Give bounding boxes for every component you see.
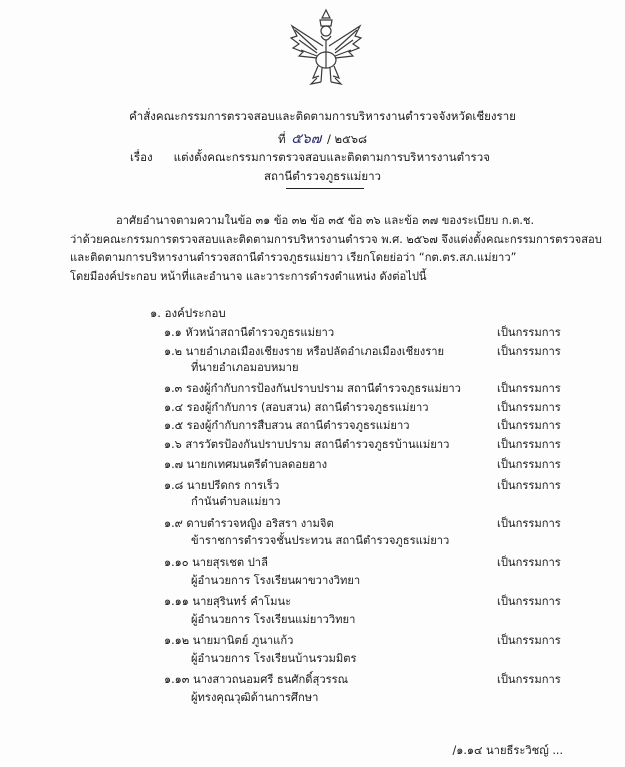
member-item: ๑.๗ นายกเทศมนตรีตำบลดอยฮาง xyxy=(164,458,328,471)
order-number-handwritten: ๕๖๗ xyxy=(291,131,322,147)
order-subject xyxy=(130,149,550,167)
subject-line-2: สถานีตำรวจภูธรแม่ยาว xyxy=(263,169,382,183)
member-subtitle: ที่นายอำเภอมอบหมาย xyxy=(191,361,299,374)
member-role: เป็นกรรมการ xyxy=(497,401,561,414)
member-item: ๑.๑๓ นางสาวถนอมศรี ธนศักดิ์สุวรรณ xyxy=(164,673,349,686)
member-role: เป็นกรรมการ xyxy=(497,438,561,451)
member-role: เป็นกรรมการ xyxy=(497,382,561,395)
member-item: ๑.๙ ดาบตำรวจหญิง อริสรา งามจิต xyxy=(164,517,334,530)
preamble-line: อาศัยอำนาจตามความในข้อ ๓๑ ข้อ ๓๒ ข้อ ๓๕ ข้อ ๓๖ และข้อ ๓๗ ของระเบียบ ก.ต.ช. xyxy=(116,214,535,227)
member-item: ๑.๕ รองผู้กำกับการสืบสวน สถานีตำรวจภูธรแม่ยาว xyxy=(164,419,410,432)
subject-label: เรื่อง xyxy=(130,150,153,164)
member-role: เป็นกรรมการ xyxy=(497,517,561,530)
member-item: ๑.๔ รองผู้กำกับการ (สอบสวน) สถานีตำรวจภูธรแม่ยาว xyxy=(164,401,429,414)
member-subtitle: ผู้ทรงคุณวุฒิด้านการศึกษา xyxy=(191,691,319,704)
member-role: เป็นกรรมการ xyxy=(497,634,561,647)
member-subtitle: ข้าราชการตำรวจชั้นประทวน สถานีตำรวจภูธรแม่ยาว xyxy=(191,534,450,547)
member-subtitle: ผู้อำนวยการ โรงเรียนแม่ยาววิทยา xyxy=(191,613,356,626)
member-item: ๑.๑๒ นายมานิตย์ ภูนาแก้ว xyxy=(164,634,294,647)
garuda-emblem-icon xyxy=(287,6,365,92)
member-item: ๑.๘ นายปรีดกร การเร็ว xyxy=(164,479,280,492)
member-item: ๑.๓ รองผู้กำกับการป้องกันปราบปราม สถานีตำรวจภูธรแม่ยาว xyxy=(164,382,461,395)
member-subtitle: ผู้อำนวยการ โรงเรียนบ้านรวมมิตร xyxy=(191,652,357,665)
continued-marker: /๑.๑๔ นายธีระวิชญ์ ... xyxy=(452,744,563,757)
member-role: เป็นกรรมการ xyxy=(497,419,561,432)
member-role: เป็นกรรมการ xyxy=(497,458,561,471)
member-item: ๑.๑๐ นายสุรเชต ปาลี xyxy=(164,556,268,569)
member-item: ๑.๑ หัวหน้าสถานีตำรวจภูธรแม่ยาว xyxy=(164,326,335,339)
member-item: ๑.๒ นายอำเภอเมืองเชียงราย หรือปลัดอำเภอเมืองเชียงราย xyxy=(164,345,445,358)
member-subtitle: ผู้อำนวยการ โรงเรียนผาขวางวิทยา xyxy=(191,574,361,587)
preamble-line: และติดตามการบริหารงานตำรวจสถานีตำรวจภูธรแม่ยาว เรียกโดยย่อว่า “กต.ตร.สภ.แม่ยาว” xyxy=(70,251,517,264)
member-role: เป็นกรรมการ xyxy=(497,673,561,686)
member-role: เป็นกรรมการ xyxy=(497,345,561,358)
preamble-line: โดยมีองค์ประกอบ หน้าที่และอำนาจ และวาระการดำรงตำแหน่ง ดังต่อไปนี้ xyxy=(70,269,427,283)
header-divider xyxy=(286,188,364,189)
member-role: เป็นกรรมการ xyxy=(497,479,561,492)
member-role: เป็นกรรมการ xyxy=(497,326,561,339)
order-number-year: / ๒๕๖๘ xyxy=(326,132,367,146)
member-role: เป็นกรรมการ xyxy=(497,595,561,608)
order-number-prefix: ที่ xyxy=(278,132,286,146)
member-subtitle: กำนันตำบลแม่ยาว xyxy=(191,495,281,508)
member-role: เป็นกรรมการ xyxy=(497,556,561,569)
member-item: ๑.๑๑ นายสุรินทร์ คำโมนะ xyxy=(164,595,292,608)
preamble-line: ว่าด้วยคณะกรรมการตรวจสอบและติดตามการบริหารงานตำรวจ พ.ศ. ๒๕๖๗ จึงแต่งตั้งคณะกรรมการตรวจสอบ xyxy=(70,232,602,246)
member-item: ๑.๖ สารวัตรป้องกันปราบปราม สถานีตำรวจภูธรบ้านแม่ยาว xyxy=(164,438,450,451)
order-number xyxy=(60,128,585,150)
section-title: ๑. องค์ประกอบ xyxy=(150,306,226,320)
preamble-paragraph xyxy=(70,212,602,286)
order-title: คำสั่งคณะกรรมการตรวจสอบและติดตามการบริหารงานตำรวจจังหวัดเชียงราย xyxy=(129,109,516,123)
subject-line-1: แต่งตั้งคณะกรรมการตรวจสอบและติดตามการบริหารงานตำรวจ xyxy=(173,150,490,164)
